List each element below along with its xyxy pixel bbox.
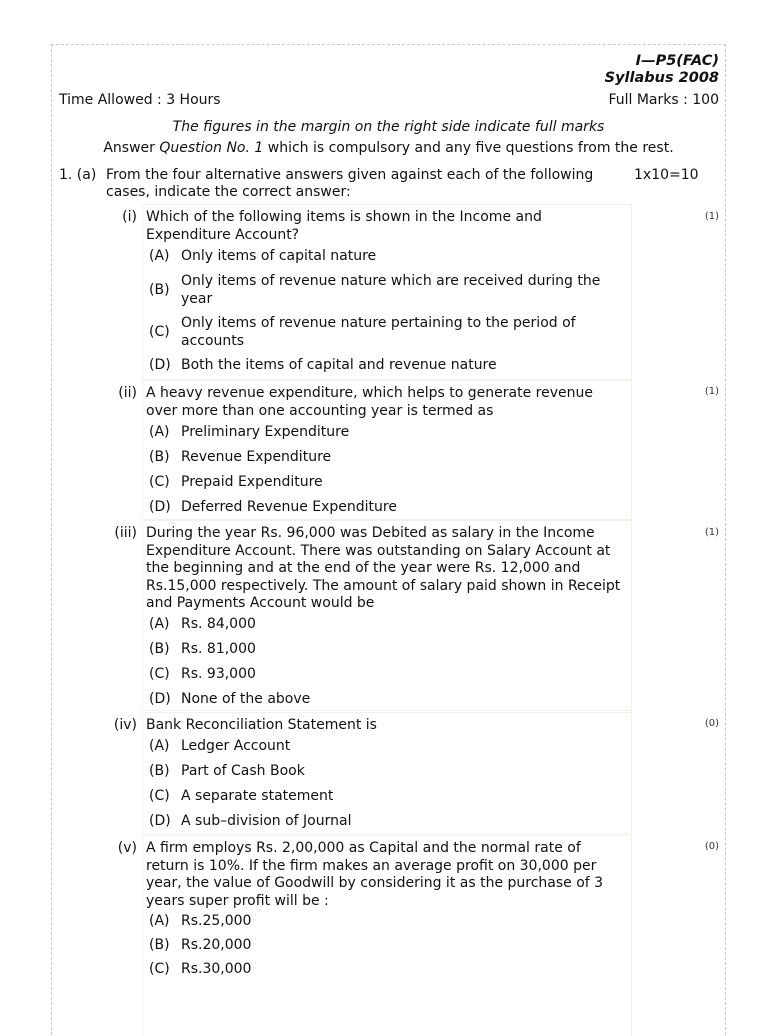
option-text: Rs. 81,000 bbox=[181, 641, 256, 657]
option-text: Only items of capital nature bbox=[181, 248, 377, 264]
option-text: Rs.25,000 bbox=[181, 913, 252, 929]
question-text: Which of the following items is shown in the Income and Expenditure Account? bbox=[146, 209, 542, 243]
option-label: (C) bbox=[149, 474, 170, 490]
option bbox=[149, 666, 256, 682]
option-label: (B) bbox=[149, 449, 170, 465]
option bbox=[149, 474, 323, 490]
option-text: Prepaid Expenditure bbox=[181, 474, 323, 490]
option-text: Rs.30,000 bbox=[181, 961, 252, 977]
option-text: Both the items of capital and revenue nature bbox=[181, 357, 497, 373]
option bbox=[149, 357, 497, 373]
syllabus-year: Syllabus 2008 bbox=[604, 70, 719, 86]
option-label: (B) bbox=[149, 641, 170, 657]
option-text: Preliminary Expenditure bbox=[181, 424, 350, 440]
option-label: (C) bbox=[149, 666, 170, 682]
option-text: Only items of revenue nature which are received during the year bbox=[181, 273, 601, 307]
option bbox=[149, 449, 331, 465]
question-number: (i) bbox=[122, 209, 137, 225]
time-allowed: Time Allowed : 3 Hours bbox=[59, 92, 221, 108]
answer-instruction bbox=[52, 140, 725, 156]
option-label: (C) bbox=[149, 961, 170, 977]
option-label: (D) bbox=[149, 813, 171, 829]
option-text: A sub–division of Journal bbox=[181, 813, 352, 829]
option-text: Rs.20,000 bbox=[181, 937, 252, 953]
option-text: Rs. 93,000 bbox=[181, 666, 256, 682]
answer-instruction-post: which is compulsory and any five questions from the rest. bbox=[263, 140, 674, 156]
question-number: (iv) bbox=[113, 717, 137, 733]
option-text: Deferred Revenue Expenditure bbox=[181, 499, 397, 515]
option bbox=[149, 248, 376, 264]
option-label: (C) bbox=[149, 324, 170, 340]
exam-page bbox=[51, 44, 726, 1035]
question-block bbox=[117, 835, 632, 1036]
question-block bbox=[118, 380, 632, 520]
question-1-number: 1. (a) bbox=[59, 167, 97, 183]
option bbox=[149, 913, 251, 929]
option-label: (B) bbox=[149, 937, 170, 953]
option bbox=[149, 937, 251, 953]
question-block bbox=[122, 204, 632, 380]
question-text: During the year Rs. 96,000 was Debited as salary in the Income Expenditure Account. There was outstanding on Salary Account at the beginning and at the end of the year were Rs. 12,000 and Rs.15,000 respectively. The amount of salary paid shown in Receipt and Payments Account would be bbox=[146, 525, 621, 611]
question-text: Bank Reconciliation Statement is bbox=[146, 717, 377, 733]
option bbox=[149, 813, 351, 829]
option-label: (B) bbox=[149, 763, 170, 779]
question-number: (ii) bbox=[118, 385, 137, 401]
question-1-marks: 1x10=10 bbox=[634, 167, 699, 183]
question-marks: (0) bbox=[704, 841, 719, 852]
question-marks: (0) bbox=[704, 718, 719, 729]
question-marks: (1) bbox=[704, 211, 719, 222]
option-text: Ledger Account bbox=[181, 738, 291, 754]
option bbox=[149, 738, 290, 754]
option-text: Only items of revenue nature pertaining to the period of accounts bbox=[181, 315, 576, 349]
option-text: Rs. 84,000 bbox=[181, 616, 256, 632]
option bbox=[149, 616, 256, 632]
option-text: Revenue Expenditure bbox=[181, 449, 332, 465]
option bbox=[149, 763, 305, 779]
answer-instruction-question: Question No. 1 bbox=[159, 140, 264, 156]
option-label: (A) bbox=[149, 248, 170, 264]
question-number: (v) bbox=[117, 840, 137, 856]
option-text: A separate statement bbox=[181, 788, 334, 804]
question-block bbox=[114, 520, 632, 711]
answer-instruction-pre: Answer bbox=[103, 140, 160, 156]
option-label: (A) bbox=[149, 424, 170, 440]
question-marks: (1) bbox=[704, 527, 719, 538]
option bbox=[149, 788, 333, 804]
question-number: (iii) bbox=[114, 525, 137, 541]
question-block bbox=[113, 712, 632, 834]
option-label: (D) bbox=[149, 691, 171, 707]
option-label: (A) bbox=[149, 913, 170, 929]
option bbox=[149, 499, 397, 515]
option-label: (A) bbox=[149, 616, 170, 632]
option bbox=[149, 691, 310, 707]
option bbox=[149, 961, 251, 977]
margin-instruction: The figures in the margin on the right side indicate full marks bbox=[172, 119, 605, 135]
option-text: None of the above bbox=[181, 691, 311, 707]
full-marks: Full Marks : 100 bbox=[608, 92, 719, 108]
question-1-text: From the four alternative answers given against each of the following cases, indicate the correct answer: bbox=[106, 167, 594, 200]
option-label: (B) bbox=[149, 282, 170, 298]
question-text: A firm employs Rs. 2,00,000 as Capital and the normal rate of return is 10%. If the firm makes an average profit on 30,000 per year, the value of Goodwill by considering it as the purchase of 3 years super profit will be : bbox=[146, 840, 604, 909]
question-marks: (1) bbox=[704, 386, 719, 397]
paper-code: I—P5(FAC) bbox=[635, 53, 719, 69]
option-label: (A) bbox=[149, 738, 170, 754]
option-label: (C) bbox=[149, 788, 170, 804]
option-label: (D) bbox=[149, 499, 171, 515]
option bbox=[149, 424, 349, 440]
question-text: A heavy revenue expenditure, which helps to generate revenue over more than one accounting year is termed as bbox=[146, 385, 593, 419]
option bbox=[149, 641, 256, 657]
option-label: (D) bbox=[149, 357, 171, 373]
option-text: Part of Cash Book bbox=[181, 763, 305, 779]
